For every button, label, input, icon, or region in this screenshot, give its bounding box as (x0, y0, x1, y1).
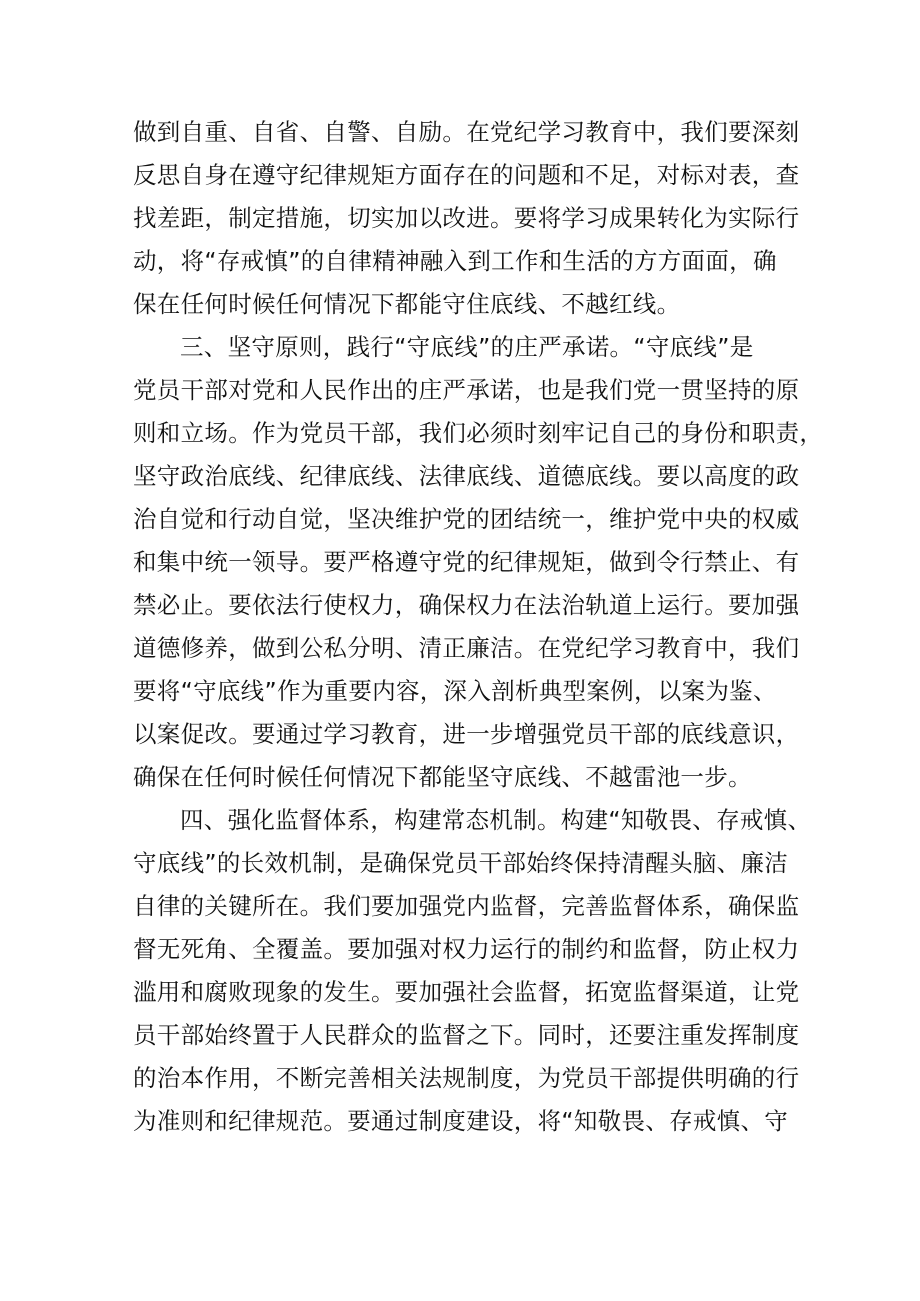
section-four-heading-line: 四、强化监督体系，构建常态机制。构建“知敬畏、存戒慎、 (180, 806, 812, 834)
text-line: 和集中统一领导。要严格遵守党的纪律规矩，做到令行禁止、有 (133, 548, 800, 576)
text-line: 则和立场。作为党员干部，我们必须时刻牢记自己的身份和职责， (133, 419, 824, 447)
section-four-paragraph (133, 799, 812, 1143)
text-line: 坚守政治底线、纪律底线、法律底线、道德底线。要以高度的政 (133, 462, 800, 490)
text-line: 为准则和纪律规范。要通过制度建设，将“知敬畏、存戒慎、守 (133, 1107, 789, 1135)
text-line: 做到自重、自省、自警、自励。在党纪学习教育中，我们要深刻 (133, 118, 800, 146)
text-line: 确保在任何时候任何情况下都能坚守底线、不越雷池一步。 (133, 763, 752, 791)
text-line: 反思自身在遵守纪律规矩方面存在的问题和不足，对标对表，查 (133, 161, 800, 189)
document-body (133, 111, 824, 1143)
text-line: 禁必止。要依法行使权力，确保权力在法治轨道上运行。要加强 (133, 591, 800, 619)
text-line: 动，将“存戒慎”的自律精神融入到工作和生活的方方面面，确 (133, 247, 777, 275)
text-line: 找差距，制定措施，切实加以改进。要将学习成果转化为实际行 (133, 204, 800, 232)
text-line: 滥用和腐败现象的发生。要加强社会监督，拓宽监督渠道，让党 (133, 978, 800, 1006)
text-line: 自律的关键所在。我们要加强党内监督，完善监督体系，确保监 (133, 892, 800, 920)
section-three-heading-line: 三、坚守原则，践行“守底线”的庄严承诺。“守底线”是 (180, 333, 754, 361)
text-line: 保在任何时候任何情况下都能守住底线、不越红线。 (133, 290, 681, 318)
text-line: 党员干部对党和人民作出的庄严承诺，也是我们党一贯坚持的原 (133, 376, 800, 404)
text-line: 治自觉和行动自觉，坚决维护党的团结统一，维护党中央的权威 (133, 505, 800, 533)
paragraph-continuation (133, 111, 800, 326)
text-line: 守底线”的长效机制，是确保党员干部始终保持清醒头脑、廉洁 (133, 849, 789, 877)
text-line: 督无死角、全覆盖。要加强对权力运行的制约和监督，防止权力 (133, 935, 800, 963)
section-three-paragraph (133, 326, 824, 799)
text-line: 以案促改。要通过学习教育，进一步增强党员干部的底线意识， (133, 720, 800, 748)
text-line: 的治本作用，不断完善相关法规制度，为党员干部提供明确的行 (133, 1064, 800, 1092)
text-line: 要将“守底线”作为重要内容，深入剖析典型案例，以案为鉴、 (133, 677, 777, 705)
text-line: 员干部始终置于人民群众的监督之下。同时，还要注重发挥制度 (133, 1021, 800, 1049)
text-line: 道德修养，做到公私分明、清正廉洁。在党纪学习教育中，我们 (133, 634, 800, 662)
